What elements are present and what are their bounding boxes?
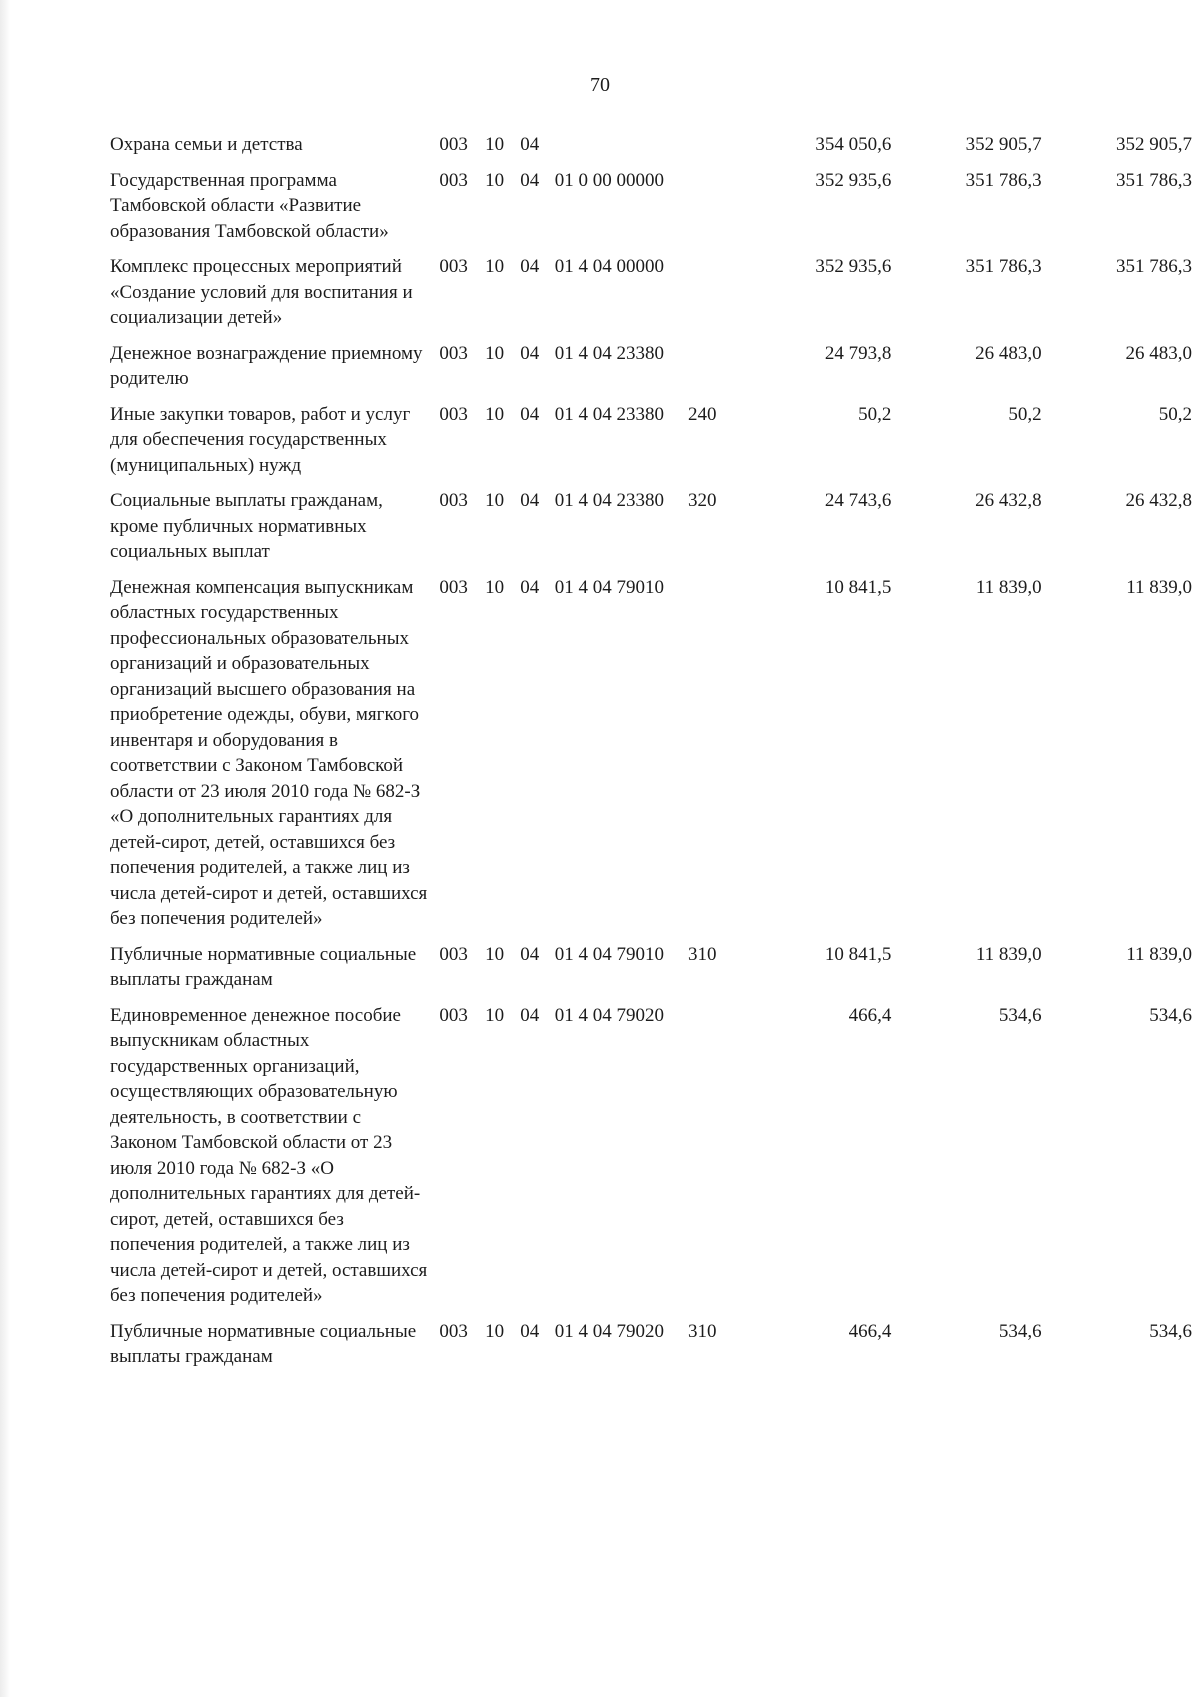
table-row — [110, 254, 1192, 341]
row-amount-year2: 351 786,3 — [965, 169, 1042, 191]
page-number: 70 — [590, 74, 610, 96]
row-amount-year2: 351 786,3 — [965, 256, 1042, 277]
row-amount-year3: 534,6 — [1149, 1004, 1192, 1026]
row-ved-code: 003 — [439, 342, 468, 364]
row-amount-year3: 352 905,7 — [1116, 134, 1192, 155]
row-ved-code: 003 — [439, 576, 468, 598]
row-section-code: 10 — [485, 490, 505, 511]
row-expense-type: 240 — [688, 403, 717, 425]
row-subsection-code: 04 — [520, 169, 540, 191]
row-amount-year1: 10 841,5 — [824, 576, 892, 598]
row-name: Денежное вознаграждение приемному родителю — [110, 342, 423, 389]
row-amount-year2: 26 432,8 — [975, 490, 1042, 511]
table-row — [110, 942, 1192, 1003]
row-subsection-code: 04 — [520, 403, 540, 425]
row-amount-year3: 534,6 — [1149, 1320, 1192, 1342]
row-subsection-code: 04 — [520, 342, 540, 364]
row-name: Денежная компенсация выпускникам областных государственных профессиональных образовательных организаций и образовательных организаций высшего образования на приобретение одежды, обуви, мягкого инвентаря и оборудования в соответствии с Законом Тамбовской области от 23 июля 2010 года № 682-З «О дополнительных гарантиях для детей-сирот, детей, оставшихся без попечения родителей, а также лиц из числа детей-сирот и детей, оставшихся без попечения родителей» — [110, 576, 428, 929]
row-amount-year2: 534,6 — [998, 1004, 1042, 1026]
row-amount-year3: 50,2 — [1158, 403, 1192, 425]
row-subsection-code: 04 — [520, 490, 540, 511]
row-section-code: 10 — [485, 576, 505, 598]
row-ved-code: 003 — [439, 943, 468, 965]
row-amount-year3: 351 786,3 — [1116, 256, 1192, 277]
row-amount-year2: 50,2 — [1008, 403, 1042, 425]
table-row — [110, 132, 1192, 168]
row-section-code: 10 — [485, 1320, 505, 1342]
row-amount-year1: 352 935,6 — [815, 256, 892, 277]
row-expense-type — [684, 168, 739, 255]
row-target-code: 01 0 00 00000 — [554, 169, 665, 191]
row-section-code: 10 — [485, 943, 505, 965]
row-expense-type: 320 — [688, 490, 717, 511]
table-row — [110, 341, 1192, 402]
row-subsection-code: 04 — [520, 576, 540, 598]
row-subsection-code: 04 — [520, 1004, 540, 1026]
row-expense-type — [684, 254, 739, 341]
row-target-code: 01 4 04 79020 — [554, 1320, 665, 1342]
table-row — [110, 168, 1192, 255]
row-subsection-code: 04 — [520, 943, 540, 965]
row-section-code: 10 — [485, 342, 505, 364]
row-amount-year3: 11 839,0 — [1126, 943, 1192, 965]
row-target-code: 01 4 04 79010 — [554, 576, 665, 598]
row-ved-code: 003 — [439, 1320, 468, 1342]
row-name: Публичные нормативные социальные выплаты гражданам — [110, 1320, 417, 1367]
table-row — [110, 1319, 1192, 1380]
table-row — [110, 575, 1192, 942]
row-section-code: 10 — [485, 134, 505, 155]
budget-table — [110, 132, 1192, 1380]
table-body — [110, 132, 1192, 1380]
row-subsection-code: 04 — [520, 1320, 540, 1342]
row-amount-year2: 11 839,0 — [975, 576, 1042, 598]
row-amount-year1: 354 050,6 — [815, 134, 892, 155]
row-target-code: 01 4 04 23380 — [554, 490, 665, 511]
row-amount-year1: 24 793,8 — [824, 342, 892, 364]
row-target-code: 01 4 04 79020 — [554, 1004, 665, 1026]
row-amount-year2: 26 483,0 — [975, 342, 1042, 364]
row-amount-year1: 50,2 — [858, 403, 892, 425]
row-amount-year1: 352 935,6 — [815, 169, 892, 191]
row-ved-code: 003 — [439, 169, 468, 191]
table-row — [110, 402, 1192, 489]
row-ved-code: 003 — [439, 256, 468, 277]
row-amount-year1: 24 743,6 — [824, 490, 892, 511]
row-target-code: 01 4 04 79010 — [554, 943, 665, 965]
row-name: Единовременное денежное пособие выпускникам областных государственных организаций, осуществляющих образовательную деятельность, в соответствии с Законом Тамбовской области от 23 июля 2010 года № 682-З «О дополнительных гарантиях для детей-сирот, детей, оставшихся без попечения родителей, а также лиц из числа детей-сирот и детей, оставшихся без попечения родителей» — [110, 1004, 428, 1306]
row-name: Государственная программа Тамбовской области «Развитие образования Тамбовской области» — [110, 169, 389, 242]
row-amount-year3: 351 786,3 — [1116, 169, 1192, 191]
row-amount-year1: 466,4 — [848, 1004, 892, 1026]
row-subsection-code: 04 — [520, 134, 540, 155]
table-row — [110, 488, 1192, 575]
row-ved-code: 003 — [439, 134, 468, 155]
row-section-code: 10 — [485, 169, 505, 191]
row-expense-type: 310 — [688, 1320, 717, 1342]
row-expense-type — [684, 132, 739, 168]
row-ved-code: 003 — [439, 1004, 468, 1026]
row-expense-type — [684, 575, 739, 942]
row-subsection-code: 04 — [520, 256, 540, 277]
row-target-code — [549, 132, 684, 168]
row-amount-year1: 466,4 — [848, 1320, 892, 1342]
row-amount-year2: 534,6 — [998, 1320, 1042, 1342]
row-amount-year3: 26 432,8 — [1125, 490, 1192, 511]
row-name: Социальные выплаты гражданам, кроме публичных нормативных социальных выплат — [110, 490, 383, 562]
row-amount-year2: 352 905,7 — [965, 134, 1042, 155]
row-amount-year1: 10 841,5 — [824, 943, 892, 965]
row-name: Охрана семьи и детства — [110, 134, 303, 155]
row-expense-type — [684, 1003, 739, 1319]
row-name: Комплекс процессных мероприятий «Создание условий для воспитания и социализации детей» — [110, 256, 413, 328]
row-target-code: 01 4 04 23380 — [554, 403, 665, 425]
row-amount-year3: 26 483,0 — [1125, 342, 1192, 364]
row-expense-type: 310 — [688, 943, 717, 965]
row-section-code: 10 — [485, 1004, 505, 1026]
row-section-code: 10 — [485, 403, 505, 425]
table-row — [110, 1003, 1192, 1319]
row-name: Иные закупки товаров, работ и услуг для обеспечения государственных (муниципальных) нужд — [110, 403, 411, 476]
row-amount-year2: 11 839,0 — [975, 943, 1042, 965]
row-ved-code: 003 — [439, 490, 468, 511]
row-target-code: 01 4 04 23380 — [554, 342, 665, 364]
row-ved-code: 003 — [439, 403, 468, 425]
row-amount-year3: 11 839,0 — [1126, 576, 1192, 598]
row-target-code: 01 4 04 00000 — [554, 256, 665, 277]
row-section-code: 10 — [485, 256, 505, 277]
row-expense-type — [684, 341, 739, 402]
row-name: Публичные нормативные социальные выплаты гражданам — [110, 943, 417, 990]
scan-edge-shadow — [0, 0, 10, 1697]
